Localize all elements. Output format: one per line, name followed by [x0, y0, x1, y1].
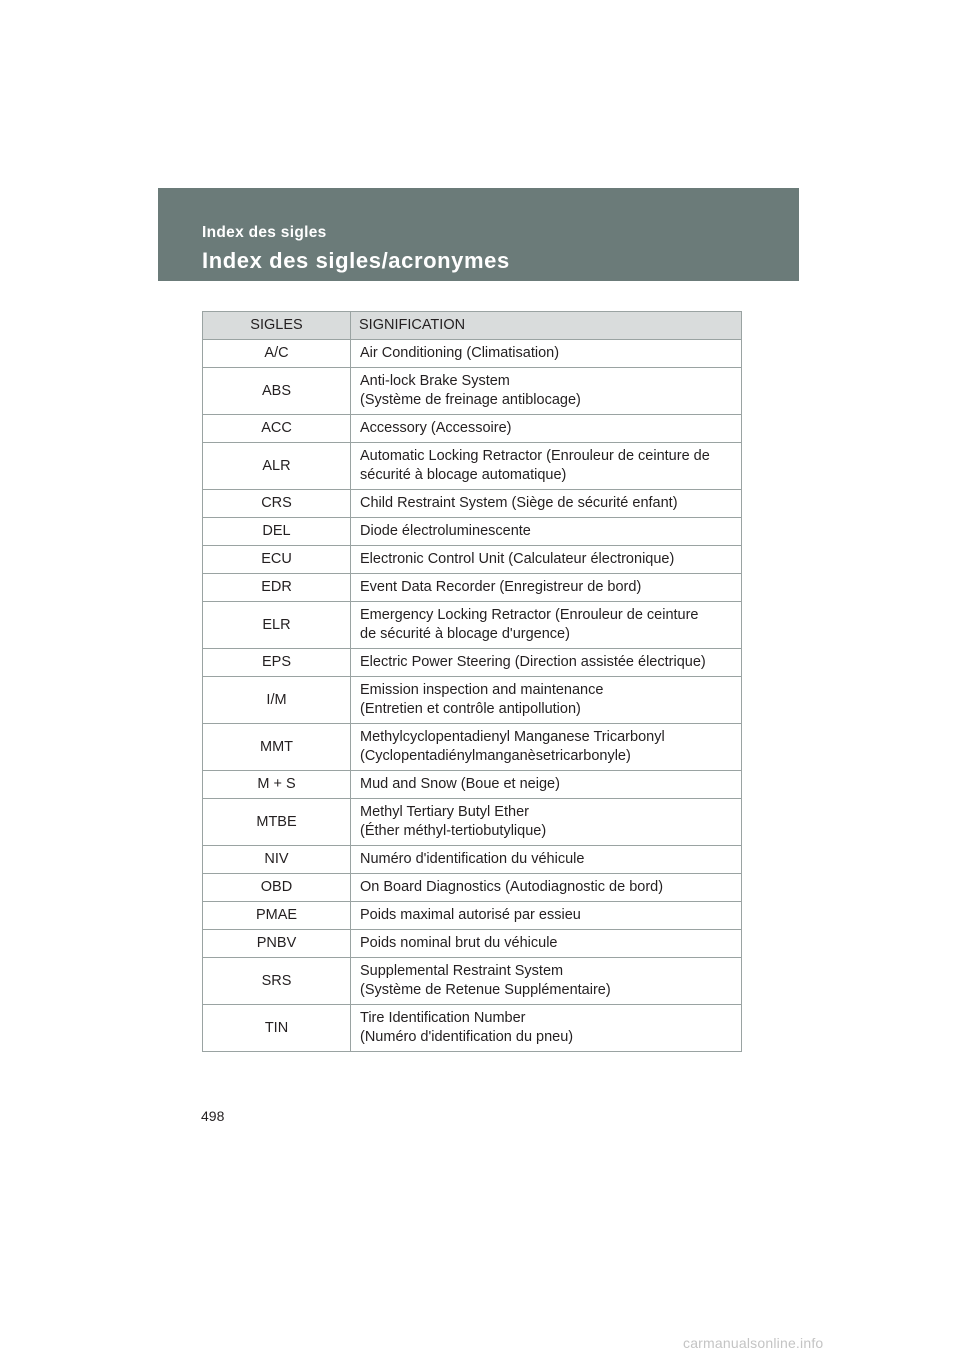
acronym-code: TIN — [203, 1005, 351, 1052]
page-title: Index des sigles/acronymes — [202, 248, 510, 273]
acronym-meaning — [351, 799, 742, 846]
acronym-meaning — [351, 930, 742, 958]
meaning-line: Poids maximal autorisé par essieu — [360, 907, 581, 923]
acronym-meaning — [351, 846, 742, 874]
meaning-line: de sécurité à blocage d'urgence) — [360, 626, 570, 642]
acronym-meaning — [351, 771, 742, 799]
acronym-code: PMAE — [203, 902, 351, 930]
acronym-code: SRS — [203, 958, 351, 1005]
acronym-code: EPS — [203, 649, 351, 677]
acronym-meaning — [351, 958, 742, 1005]
page-number: 498 — [201, 1108, 225, 1124]
meaning-line: Anti-lock Brake System — [360, 373, 510, 389]
acronym-meaning — [351, 574, 742, 602]
acronym-table — [202, 311, 742, 1052]
meaning-line: Diode électroluminescente — [360, 523, 531, 539]
meaning-line: Electric Power Steering (Direction assistée électrique) — [360, 654, 706, 670]
meaning-line: Electronic Control Unit (Calculateur électronique) — [360, 551, 675, 567]
acronym-code: ELR — [203, 602, 351, 649]
table-row — [203, 724, 742, 771]
acronym-code: MTBE — [203, 799, 351, 846]
column-header-sigles: SIGLES — [203, 312, 351, 340]
meaning-line: Mud and Snow (Boue et neige) — [360, 776, 560, 792]
meaning-line: Emission inspection and maintenance — [360, 682, 604, 698]
acronym-code: DEL — [203, 518, 351, 546]
meaning-line: (Numéro d'identification du pneu) — [360, 1029, 574, 1045]
column-header-signification: SIGNIFICATION — [351, 312, 742, 340]
acronym-meaning — [351, 649, 742, 677]
meaning-line: Accessory (Accessoire) — [360, 420, 512, 436]
meaning-line: (Éther méthyl-tertiobutylique) — [360, 823, 547, 839]
table-row — [203, 574, 742, 602]
acronym-meaning — [351, 368, 742, 415]
meaning-line: (Système de Retenue Supplémentaire) — [360, 982, 611, 998]
acronym-code: A/C — [203, 340, 351, 368]
acronym-code: PNBV — [203, 930, 351, 958]
acronym-meaning — [351, 340, 742, 368]
table-row — [203, 902, 742, 930]
table-row — [203, 874, 742, 902]
table-row — [203, 368, 742, 415]
meaning-line: (Entretien et contrôle antipollution) — [360, 701, 581, 717]
acronym-code: ALR — [203, 443, 351, 490]
acronym-code: M + S — [203, 771, 351, 799]
acronym-meaning — [351, 415, 742, 443]
table-row — [203, 602, 742, 649]
acronym-code: ACC — [203, 415, 351, 443]
acronym-code: I/M — [203, 677, 351, 724]
table-row — [203, 930, 742, 958]
meaning-line: Numéro d'identification du véhicule — [360, 851, 585, 867]
meaning-line: Child Restraint System (Siège de sécurité enfant) — [360, 495, 678, 511]
meaning-line: (Système de freinage antiblocage) — [360, 392, 581, 408]
meaning-line: Emergency Locking Retractor (Enrouleur de ceinture — [360, 607, 699, 623]
meaning-line: (Cyclopentadiénylmanganèsetricarbonyle) — [360, 748, 631, 764]
section-header — [158, 188, 799, 281]
meaning-line: Air Conditioning (Climatisation) — [360, 345, 560, 361]
section-label: Index des sigles — [202, 224, 327, 241]
acronym-meaning — [351, 443, 742, 490]
table-row — [203, 649, 742, 677]
table-row — [203, 846, 742, 874]
meaning-line: On Board Diagnostics (Autodiagnostic de bord) — [360, 879, 664, 895]
acronym-meaning — [351, 1005, 742, 1052]
meaning-line: Methylcyclopentadienyl Manganese Tricarbonyl — [360, 729, 665, 745]
table-row — [203, 340, 742, 368]
meaning-line: Poids nominal brut du véhicule — [360, 935, 558, 951]
table-row — [203, 771, 742, 799]
acronym-meaning — [351, 546, 742, 574]
meaning-line: Event Data Recorder (Enregistreur de bord) — [360, 579, 642, 595]
table-row — [203, 1005, 742, 1052]
acronym-meaning — [351, 490, 742, 518]
watermark-text: carmanualsonline.info — [683, 1335, 824, 1351]
meaning-line: sécurité à blocage automatique) — [360, 467, 567, 483]
acronym-meaning — [351, 602, 742, 649]
acronym-code: ABS — [203, 368, 351, 415]
table-row — [203, 415, 742, 443]
acronym-code: MMT — [203, 724, 351, 771]
meaning-line: Supplemental Restraint System — [360, 963, 564, 979]
acronym-code: OBD — [203, 874, 351, 902]
meaning-line: Tire Identification Number — [360, 1010, 526, 1026]
table-row — [203, 490, 742, 518]
table-body — [203, 340, 742, 1052]
table-row — [203, 799, 742, 846]
table-row — [203, 443, 742, 490]
table-row — [203, 546, 742, 574]
table-row — [203, 518, 742, 546]
acronym-meaning — [351, 724, 742, 771]
acronym-meaning — [351, 518, 742, 546]
acronym-meaning — [351, 874, 742, 902]
meaning-line: Methyl Tertiary Butyl Ether — [360, 804, 529, 820]
acronym-meaning — [351, 677, 742, 724]
table-header-row — [203, 312, 742, 340]
acronym-code: ECU — [203, 546, 351, 574]
acronym-code: NIV — [203, 846, 351, 874]
table-row — [203, 677, 742, 724]
acronym-meaning — [351, 902, 742, 930]
acronym-code: CRS — [203, 490, 351, 518]
meaning-line: Automatic Locking Retractor (Enrouleur de ceinture de — [360, 448, 710, 464]
acronym-code: EDR — [203, 574, 351, 602]
table-row — [203, 958, 742, 1005]
